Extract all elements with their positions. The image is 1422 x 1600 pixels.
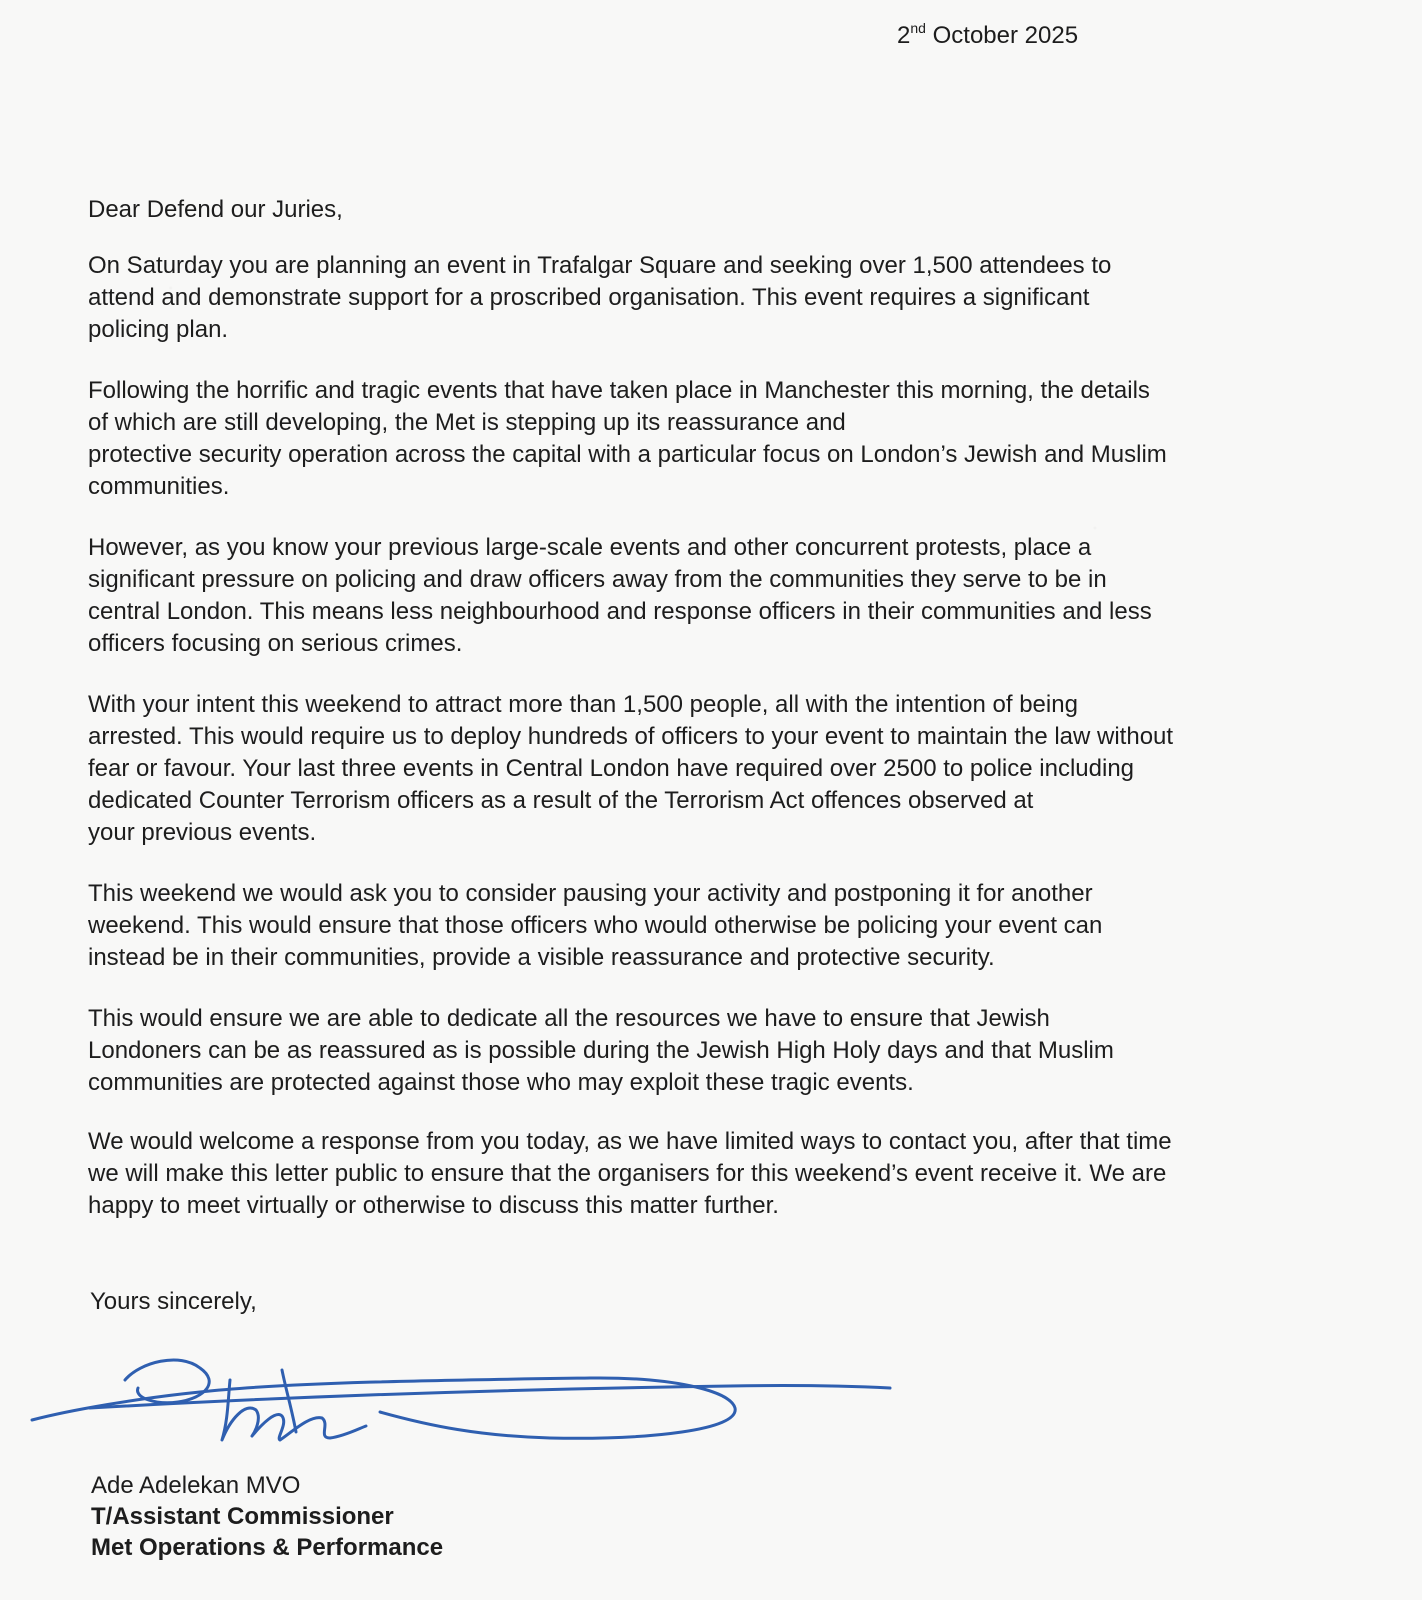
paragraph-line: of which are still developing, the Met is stepping up its reassurance and	[88, 409, 846, 436]
paragraph-line: central London. This means less neighbourhood and response officers in their communities and less	[88, 598, 1152, 625]
paragraph-line: arrested. This would require us to deploy hundreds of officers to your event to maintain the law without	[88, 723, 1174, 750]
date-month-year: October 2025	[932, 22, 1079, 49]
date-ordinal-suffix: nd	[910, 20, 926, 36]
paragraph-line: With your intent this weekend to attract more than 1,500 people, all with the intention of being	[88, 691, 1078, 718]
paragraph-2	[88, 375, 1348, 503]
paragraph-line: communities are protected against those who may exploit these tragic events.	[88, 1069, 914, 1096]
paragraph-line: This would ensure we are able to dedicate all the resources we have to ensure that Jewish	[88, 1005, 1050, 1032]
letter-date	[897, 20, 1078, 52]
closing: Yours sincerely,	[90, 1288, 257, 1315]
paragraph-line: significant pressure on policing and draw officers away from the communities they serve to be in	[88, 566, 1107, 593]
signatory-name: Ade Adelekan MVO	[91, 1472, 301, 1499]
paragraph-7	[88, 1126, 1348, 1222]
signatory-title: T/Assistant Commissioner	[91, 1503, 394, 1530]
paragraph-line: dedicated Counter Terrorism officers as a result of the Terrorism Act offences observed at	[88, 787, 1034, 814]
paragraph-3	[88, 532, 1348, 660]
paragraph-6	[88, 1003, 1348, 1099]
paragraph-5	[88, 878, 1348, 974]
date-day: 2	[897, 22, 911, 49]
paragraph-line: we will make this letter public to ensure that the organisers for this weekend’s event receive it. We are	[88, 1160, 1167, 1187]
paragraph-line: Londoners can be as reassured as is possible during the Jewish High Holy days and that Muslim	[88, 1037, 1114, 1064]
paragraph-line: officers focusing on serious crimes.	[88, 630, 463, 657]
paragraph-line: happy to meet virtually or otherwise to discuss this matter further.	[88, 1192, 779, 1219]
paragraph-line: attend and demonstrate support for a proscribed organisation. This event requires a significant	[88, 284, 1090, 311]
paragraph-line: This weekend we would ask you to consider pausing your activity and postponing it for another	[88, 880, 1093, 907]
paragraph-line: We would welcome a response from you today, as we have limited ways to contact you, after that time	[88, 1128, 1172, 1155]
signature-stroke-underline	[90, 1386, 890, 1408]
paragraph-line: fear or favour. Your last three events in Central London have required over 2500 to police including	[88, 755, 1135, 782]
paragraph-line: On Saturday you are planning an event in Trafalgar Square and seeking over 1,500 attendees to	[88, 252, 1112, 279]
paragraph-line: instead be in their communities, provide a visible reassurance and protective security.	[88, 944, 995, 971]
paragraph-line: protective security operation across the capital with a particular focus on London’s Jewish and Muslim	[88, 441, 1167, 468]
salutation: Dear Defend our Juries,	[88, 196, 343, 223]
paragraph-line: weekend. This would ensure that those officers who would otherwise be policing your event can	[88, 912, 1103, 939]
paragraph-line: your previous events.	[88, 819, 317, 846]
paragraph-4	[88, 689, 1348, 849]
paragraph-line: Following the horrific and tragic events that have taken place in Manchester this morning, the details	[88, 377, 1150, 404]
paragraph-line: communities.	[88, 473, 230, 500]
paragraph-1	[88, 250, 1348, 346]
signatory-department: Met Operations & Performance	[91, 1534, 444, 1561]
paragraph-line: policing plan.	[88, 316, 229, 343]
paragraph-line: However, as you know your previous large-scale events and other concurrent protests, place a	[88, 534, 1092, 561]
signature-image	[30, 1340, 910, 1465]
